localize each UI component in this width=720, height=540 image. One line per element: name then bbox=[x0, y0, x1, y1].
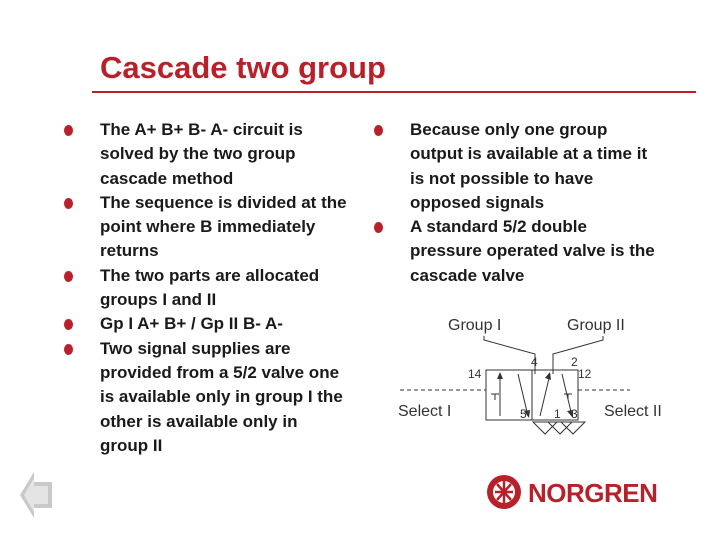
bullet-dot-icon bbox=[374, 222, 383, 233]
bullet-text: Gp I A+ B+ / Gp II B- A- bbox=[100, 314, 283, 334]
logo-wordmark: NORGREN bbox=[528, 478, 658, 508]
exhaust-triangle bbox=[561, 422, 585, 434]
port-1-label: 1 bbox=[554, 407, 561, 421]
group-one-label: Group I bbox=[448, 317, 502, 334]
list-item bbox=[100, 191, 350, 264]
list-item bbox=[100, 337, 350, 458]
bullet-text: A standard 5/2 double pressure operated valve is the cascade valve bbox=[410, 217, 655, 285]
cascade-valve-diagram bbox=[390, 312, 690, 442]
bullet-dot-icon bbox=[64, 125, 73, 136]
flow-arrowhead bbox=[497, 372, 503, 379]
bullet-text: Two signal supplies are provided from a 5/2 valve one is available only in group I the other is available only in group II bbox=[100, 338, 343, 455]
bullet-dot-icon bbox=[64, 271, 73, 282]
list-item bbox=[100, 118, 350, 191]
flow-arrowhead bbox=[545, 372, 551, 380]
bullet-text: Because only one group output is available at a time it is not possible to have opposed signals bbox=[410, 120, 648, 212]
title-divider bbox=[92, 91, 696, 93]
list-item bbox=[410, 215, 660, 288]
list-item bbox=[100, 264, 350, 313]
list-item bbox=[410, 118, 660, 215]
right-bullet-list bbox=[410, 118, 660, 288]
bullet-dot-icon bbox=[64, 319, 73, 330]
norgren-logo bbox=[484, 470, 694, 514]
select-one-label: Select I bbox=[398, 403, 452, 420]
port-4-label: 4 bbox=[531, 355, 538, 369]
port-5-label: 5 bbox=[520, 407, 527, 421]
slide-title: Cascade two group bbox=[100, 50, 386, 85]
bullet-dot-icon bbox=[374, 125, 383, 136]
group-two-label: Group II bbox=[567, 317, 625, 334]
bullet-text: The two parts are allocated groups I and II bbox=[100, 265, 320, 310]
bullet-dot-icon bbox=[64, 198, 73, 209]
port-2-label: 2 bbox=[571, 355, 578, 369]
port-3-label: 3 bbox=[571, 407, 578, 421]
port-12-label: 12 bbox=[578, 367, 592, 381]
left-bullet-list bbox=[100, 118, 350, 458]
bullet-text: The A+ B+ B- A- circuit is solved by the two group cascade method bbox=[100, 120, 303, 188]
select-two-label: Select II bbox=[604, 403, 662, 420]
back-arrow-icon[interactable] bbox=[20, 472, 52, 518]
list-item bbox=[100, 312, 350, 336]
port-14-label: 14 bbox=[468, 367, 482, 381]
bullet-dot-icon bbox=[64, 344, 73, 355]
group-one-line bbox=[484, 336, 535, 374]
flow-arrow bbox=[540, 374, 550, 416]
bullet-text: The sequence is divided at the point where B immediately returns bbox=[100, 192, 347, 261]
